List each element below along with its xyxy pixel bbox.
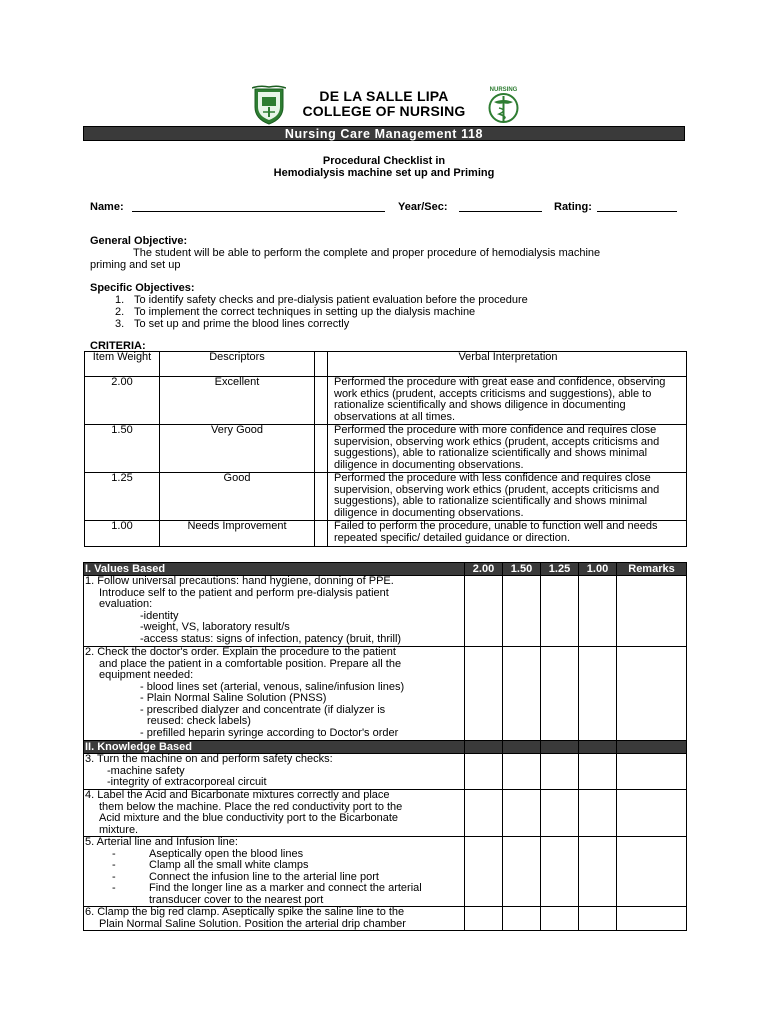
section-header-values: I. Values Based 2.00 1.50 1.25 1.00 Remarks <box>84 563 687 576</box>
score-cell[interactable] <box>465 837 503 907</box>
criteria-col-interp: Verbal Interpretation <box>328 352 687 377</box>
score-cell[interactable] <box>579 907 617 931</box>
score-cell[interactable] <box>465 576 503 647</box>
score-cell[interactable] <box>579 576 617 647</box>
table-row: 4. Label the Acid and Bicarbonate mixtures correctly and place them below the machine. Place the red conductivity port to the Acid mixture and the blue conductivity port to the Bicarbonate mixture. <box>84 790 687 837</box>
college-name: COLLEGE OF NURSING <box>302 103 466 119</box>
criteria-col-weight: Item Weight <box>85 352 160 377</box>
section-header-knowledge: II. Knowledge Based <box>84 741 687 754</box>
rating-label: Rating: <box>554 201 592 213</box>
score-cell[interactable] <box>465 754 503 790</box>
score-cell[interactable] <box>579 647 617 741</box>
school-name: DE LA SALLE LIPA <box>319 88 449 104</box>
score-cell[interactable] <box>465 907 503 931</box>
score-cell[interactable] <box>503 837 541 907</box>
table-row: 1.25 Good Performed the procedure with less confidence and requires close supervision, observing work ethics (prudent, accepts criticisms and suggestions), able to rationalize scientifically and shows minimal diligence in documenting observations. <box>85 473 687 521</box>
yearsec-field[interactable] <box>459 200 542 212</box>
table-row: 1.50 Very Good Performed the procedure with more confidence and requires close supervision, observing work ethics (prudent, accepts criticisms and suggestions), able to rationalize scientifically and shows minimal diligence in documenting observations. <box>85 425 687 473</box>
yearsec-label: Year/Sec: <box>398 201 448 213</box>
course-banner: Nursing Care Management 118 <box>83 126 685 141</box>
doc-title-line1: Procedural Checklist in <box>322 155 446 167</box>
list-item: 2. To implement the correct techniques in setting up the dialysis machine <box>115 306 476 318</box>
score-cell[interactable] <box>503 576 541 647</box>
specific-objectives-heading: Specific Objectives: <box>90 282 195 294</box>
general-objective-heading: General Objective: <box>90 235 188 247</box>
score-cell[interactable] <box>579 790 617 837</box>
table-row: 3. Turn the machine on and perform safety checks: -machine safety -integrity of extracorporeal circuit <box>84 754 687 790</box>
table-row: 5. Arterial line and Infusion line: - Aseptically open the blood lines - Clamp all the small white clamps - Connect the infusion line to the arterial line port - Find the longer line as a marker and connect the arterial transducer cover to the nearest port <box>84 837 687 907</box>
score-cell[interactable] <box>579 754 617 790</box>
remarks-cell[interactable] <box>617 754 687 790</box>
name-field[interactable] <box>132 200 385 212</box>
remarks-cell[interactable] <box>617 790 687 837</box>
score-cell[interactable] <box>465 790 503 837</box>
score-cell[interactable] <box>503 647 541 741</box>
specific-objectives-list <box>84 294 684 330</box>
score-cell[interactable] <box>503 754 541 790</box>
score-cell[interactable] <box>541 837 579 907</box>
checklist-table <box>83 562 687 931</box>
list-item: 1. To identify safety checks and pre-dialysis patient evaluation before the procedure <box>115 294 528 306</box>
criteria-heading: CRITERIA: <box>90 340 146 352</box>
nursing-logo-text: NURSING <box>489 87 518 93</box>
general-objective-text-2: priming and set up <box>90 259 181 271</box>
score-cell[interactable] <box>541 647 579 741</box>
score-cell[interactable] <box>579 837 617 907</box>
table-row: 6. Clamp the big red clamp. Aseptically spike the saline line to the Plain Normal Saline Solution. Position the arterial drip chamber <box>84 907 687 931</box>
criteria-table <box>84 351 687 547</box>
criteria-col-desc: Descriptors <box>160 352 315 377</box>
remarks-cell[interactable] <box>617 907 687 931</box>
table-row: 2.00 Excellent Performed the procedure with great ease and confidence, observing work ethics (prudent, accepts criticisms and suggestions), able to rationalize scientifically and shows diligence in documenting observations at all times. <box>85 377 687 425</box>
table-row: 1.00 Needs Improvement Failed to perform the procedure, unable to function well and needs repeated specific/ detailed guidance or direction. <box>85 521 687 547</box>
remarks-cell[interactable] <box>617 837 687 907</box>
score-cell[interactable] <box>541 790 579 837</box>
score-cell[interactable] <box>541 576 579 647</box>
score-cell[interactable] <box>541 754 579 790</box>
score-cell[interactable] <box>465 647 503 741</box>
score-cell[interactable] <box>541 907 579 931</box>
remarks-cell[interactable] <box>617 647 687 741</box>
list-item: 3. To set up and prime the blood lines correctly <box>115 318 350 330</box>
score-cell[interactable] <box>503 907 541 931</box>
table-row: 1. Follow universal precautions: hand hygiene, donning of PPE. Introduce self to the patient and perform pre-dialysis patient evaluation: -identity -weight, VS, laboratory result/s -access status: signs of infection, patency (bruit, thrill) <box>84 576 687 647</box>
rating-field[interactable] <box>597 200 677 212</box>
name-label: Name: <box>90 201 124 213</box>
score-cell[interactable] <box>503 790 541 837</box>
doc-title-line2: Hemodialysis machine set up and Priming <box>273 167 495 179</box>
table-row: 2. Check the doctor's order. Explain the procedure to the patient and place the patient in a comfortable position. Prepare all the equipment needed: - blood lines set (arterial, venous, saline/infusion lines) - Plain Normal Saline Solution (PNSS) - prescribed dialyzer and concentrate (if dialyzer is reused: check labels) - prefilled heparin syringe according to Doctor's order <box>84 647 687 741</box>
remarks-cell[interactable] <box>617 576 687 647</box>
general-objective-text-1: The student will be able to perform the complete and proper procedure of hemodialysis machine <box>133 247 601 259</box>
